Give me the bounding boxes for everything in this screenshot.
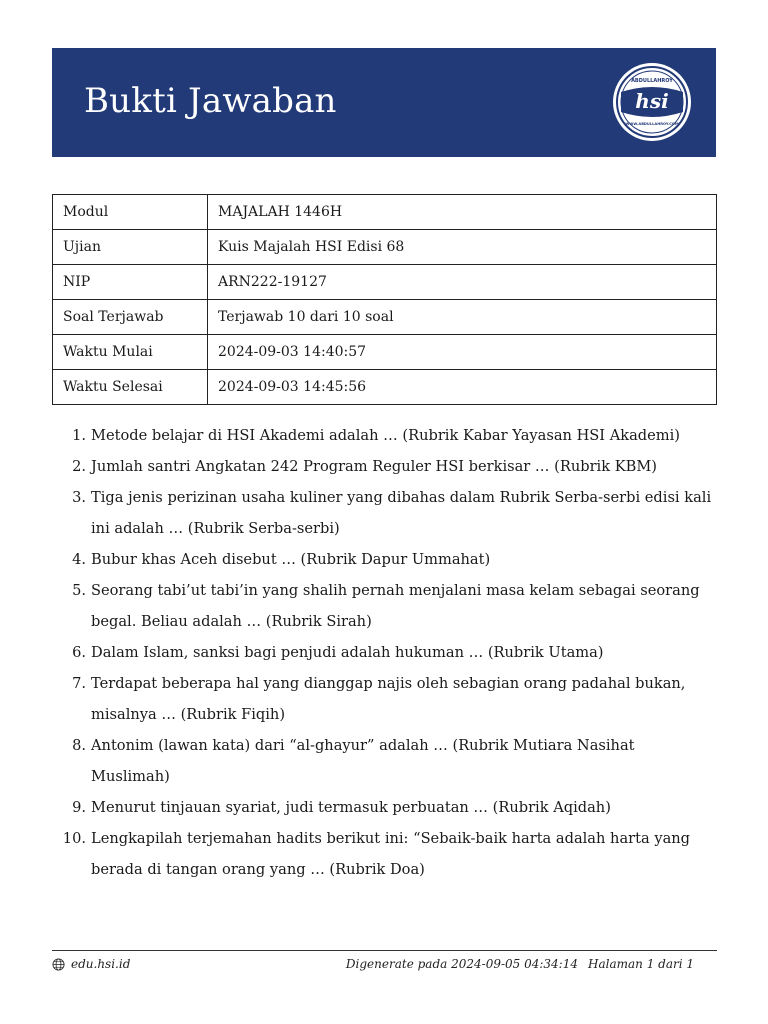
question-item: [62, 792, 712, 823]
question-number: 5.: [72, 582, 86, 599]
question-text: Jumlah santri Angkatan 242 Program Reguler HSI berkisar … (Rubrik KBM): [91, 458, 657, 475]
info-value: MAJALAH 1446H: [208, 195, 717, 230]
question-number: 2.: [72, 458, 86, 475]
info-value: Terjawab 10 dari 10 soal: [208, 300, 717, 335]
header-banner: [52, 48, 716, 157]
info-label: Waktu Mulai: [53, 335, 208, 370]
info-value: 2024-09-03 14:40:57: [208, 335, 717, 370]
question-text: Lengkapilah terjemahan hadits berikut ini: “Sebaik-baik harta adalah harta yang berada di tangan orang yang … (Rubrik Doa): [91, 830, 691, 878]
info-label: Waktu Selesai: [53, 370, 208, 405]
question-number: 8.: [72, 737, 86, 754]
question-item: [62, 451, 712, 482]
question-text: Antonim (lawan kata) dari “al-ghayur” adalah … (Rubrik Mutiara Nasihat Muslimah): [91, 737, 635, 785]
globe-icon: [52, 958, 65, 971]
info-label: NIP: [53, 265, 208, 300]
question-text: Menurut tinjauan syariat, judi termasuk perbuatan … (Rubrik Aqidah): [91, 799, 611, 816]
question-number: 7.: [72, 675, 86, 692]
question-number: 1.: [72, 427, 86, 444]
logo-url-text: WWW.ABDULLAHROY.COM: [625, 122, 679, 126]
info-label: Modul: [53, 195, 208, 230]
question-number: 10.: [62, 830, 86, 847]
hsi-logo: [612, 62, 692, 142]
info-label: Ujian: [53, 230, 208, 265]
question-text: Bubur khas Aceh disebut … (Rubrik Dapur Ummahat): [91, 551, 491, 568]
question-item: [62, 730, 712, 792]
question-text: Metode belajar di HSI Akademi adalah … (Rubrik Kabar Yayasan HSI Akademi): [91, 427, 680, 444]
question-number: 6.: [72, 644, 86, 661]
question-item: [62, 575, 712, 637]
question-item: [62, 823, 712, 885]
info-value: Kuis Majalah HSI Edisi 68: [208, 230, 717, 265]
page-number: Halaman 1 dari 1: [588, 957, 694, 971]
question-number: 9.: [72, 799, 86, 816]
page-title: Bukti Jawaban: [84, 81, 337, 121]
info-label: Soal Terjawab: [53, 300, 208, 335]
question-item: [62, 668, 712, 730]
question-item: [62, 482, 712, 544]
question-item: [62, 637, 712, 668]
logo-ring-text: ABDULLAHROY: [631, 78, 673, 84]
table-row: [53, 230, 717, 265]
generated-timestamp: Digenerate pada 2024-09-05 04:34:14: [345, 957, 578, 971]
question-number: 4.: [72, 551, 86, 568]
question-text: Terdapat beberapa hal yang dianggap najis oleh sebagian orang padahal bukan, misalnya … (Rubrik Fiqih): [91, 675, 686, 723]
table-row: [53, 370, 717, 405]
question-text: Dalam Islam, sanksi bagi penjudi adalah hukuman … (Rubrik Utama): [91, 644, 604, 661]
question-text: Tiga jenis perizinan usaha kuliner yang dibahas dalam Rubrik Serba-serbi edisi kali ini adalah … (Rubrik Serba-serbi): [91, 489, 712, 537]
footer-divider: [52, 950, 717, 951]
table-row: [53, 300, 717, 335]
question-item: [62, 420, 712, 451]
info-value: ARN222-19127: [208, 265, 717, 300]
footer-site: [52, 957, 130, 971]
info-value: 2024-09-03 14:45:56: [208, 370, 717, 405]
table-row: [53, 195, 717, 230]
question-list: [62, 420, 712, 885]
footer-site-link[interactable]: edu.hsi.id: [71, 957, 131, 971]
question-text: Seorang tabi’ut tabi’in yang shalih pernah menjalani masa kelam sebagai seorang begal. Beliau adalah … (Rubrik Sirah): [91, 582, 700, 630]
table-row: [53, 265, 717, 300]
logo-text: hsi: [635, 89, 669, 113]
footer-meta: [346, 957, 694, 971]
question-item: [62, 544, 712, 575]
question-number: 3.: [72, 489, 86, 506]
exam-info-table: [52, 194, 717, 405]
table-row: [53, 335, 717, 370]
